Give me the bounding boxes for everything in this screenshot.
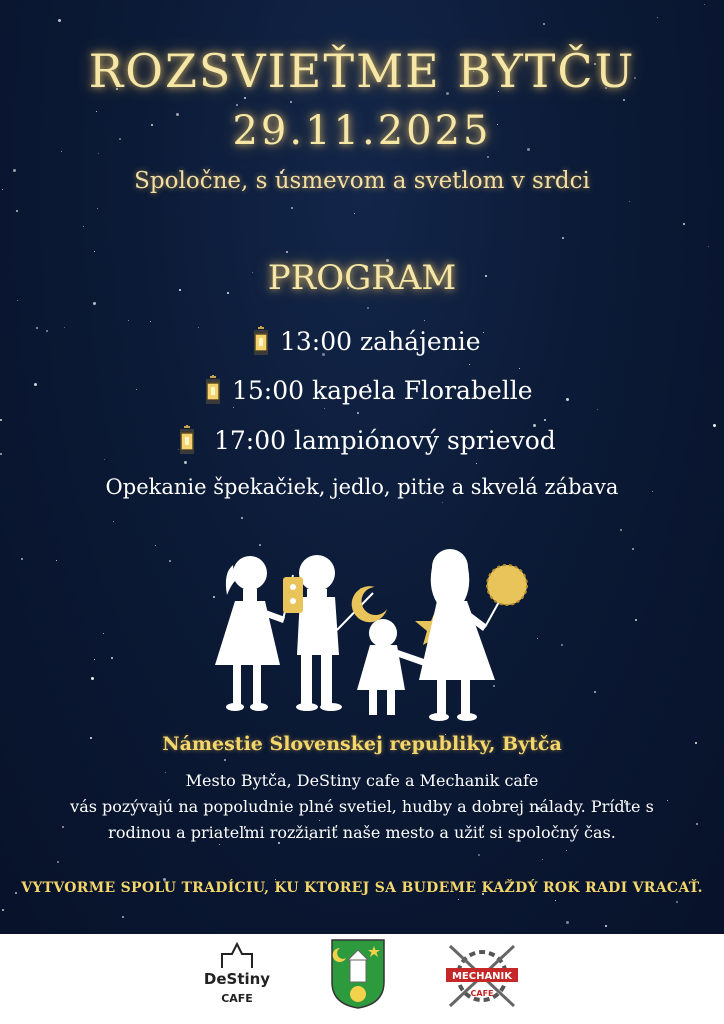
mechanik-logo-sub: CAFE (470, 989, 494, 998)
program-item (176, 425, 556, 455)
star (94, 659, 95, 660)
star (97, 208, 98, 209)
star (676, 901, 678, 903)
star (704, 4, 705, 5)
tagline: Opekanie špekačiek, jedlo, pitie a skvelá zábava (105, 475, 619, 499)
star (236, 104, 238, 106)
star (91, 677, 94, 680)
invitation-line: Mesto Bytča, DeStiny cafe a Mechanik cafe (185, 771, 539, 790)
star (324, 408, 325, 409)
destiny-cafe-logo (202, 940, 272, 1012)
star (442, 502, 443, 503)
star (519, 368, 520, 369)
closing-slogan: VYTVORME SPOLU TRADÍCIU, KU KTOREJ SA BUDEME KAŽDÝ ROK RADI VRACAŤ. (21, 880, 703, 896)
star (111, 657, 113, 659)
star (683, 223, 685, 225)
invitation-line: rodinou a priateľmi rozžiariť naše mesto a užiť si spoločný čas. (108, 823, 616, 842)
star (57, 861, 59, 863)
star (2, 909, 4, 911)
star (34, 383, 37, 386)
star (562, 237, 564, 239)
star (566, 921, 569, 924)
star (629, 201, 630, 202)
star (169, 560, 171, 562)
star (635, 619, 637, 621)
star (424, 320, 425, 321)
star (597, 409, 598, 410)
star (632, 548, 634, 550)
star (155, 545, 156, 546)
star (291, 207, 293, 209)
star (542, 859, 543, 860)
star (113, 521, 114, 522)
star (0, 453, 2, 455)
star (469, 364, 470, 365)
mechanik-logo-text: MECHANIK (451, 971, 513, 982)
star (487, 156, 489, 158)
sponsor-footer (0, 934, 724, 1024)
program-item-text: 15:00 kapela Florabelle (232, 375, 533, 405)
star (64, 327, 65, 328)
star (594, 691, 596, 693)
star (128, 320, 129, 321)
star (17, 300, 18, 301)
star (136, 389, 137, 390)
star (458, 899, 459, 900)
event-location: Námestie Slovenskej republiky, Bytča (162, 733, 562, 755)
program-item-text: 17:00 lampiónový sprievod (214, 425, 556, 455)
mechanik-cafe-logo (442, 940, 522, 1012)
program-item-text: 13:00 zahájenie (280, 326, 481, 356)
star (56, 560, 57, 561)
lantern-icon (250, 326, 272, 356)
star (561, 644, 563, 646)
star (483, 332, 484, 333)
poster-subtitle: Spoločne, s úsmevom a svetlom v srdci (134, 168, 590, 194)
star (290, 101, 292, 103)
star (708, 246, 709, 247)
star (46, 330, 48, 332)
star (476, 463, 477, 464)
star (21, 558, 23, 560)
star (555, 900, 556, 901)
program-item (250, 326, 481, 356)
destiny-logo-sub: CAFE (221, 992, 253, 1005)
lantern-icon (202, 375, 224, 405)
invitation-line: vás pozývajú na popoludnie plné svetiel, hudby a dobrej nálady. Príďte s (70, 797, 654, 816)
star (566, 850, 567, 851)
star (93, 302, 96, 305)
lantern-icon (176, 425, 198, 455)
star (83, 226, 84, 227)
star (357, 412, 359, 414)
star (623, 99, 625, 101)
star (58, 19, 61, 22)
star (224, 759, 226, 761)
bytca-coat-of-arms (330, 938, 386, 1010)
star (367, 307, 369, 309)
poster-title: ROZSVIEŤME BYTČU (88, 44, 636, 98)
program-item (202, 375, 533, 405)
star (198, 327, 199, 328)
star (94, 251, 95, 252)
star (543, 23, 545, 25)
star (241, 517, 243, 519)
star (566, 398, 569, 401)
star (104, 459, 105, 460)
star (16, 210, 18, 212)
star (657, 17, 658, 18)
star (233, 407, 234, 408)
star (478, 854, 480, 856)
star (0, 419, 2, 421)
star (36, 327, 38, 329)
star (605, 925, 607, 927)
invitation-text (0, 768, 724, 846)
star (354, 213, 355, 214)
star (544, 419, 546, 421)
star (184, 461, 187, 464)
children-with-lanterns-illustration (205, 545, 540, 725)
star (286, 251, 288, 253)
destiny-logo-text: DeStiny (203, 970, 271, 988)
star (713, 424, 716, 427)
star (620, 529, 622, 531)
star (103, 633, 104, 634)
program-heading: PROGRAM (267, 258, 457, 298)
star (122, 916, 124, 918)
event-date: 29.11.2025 (232, 108, 492, 154)
star (150, 321, 151, 322)
